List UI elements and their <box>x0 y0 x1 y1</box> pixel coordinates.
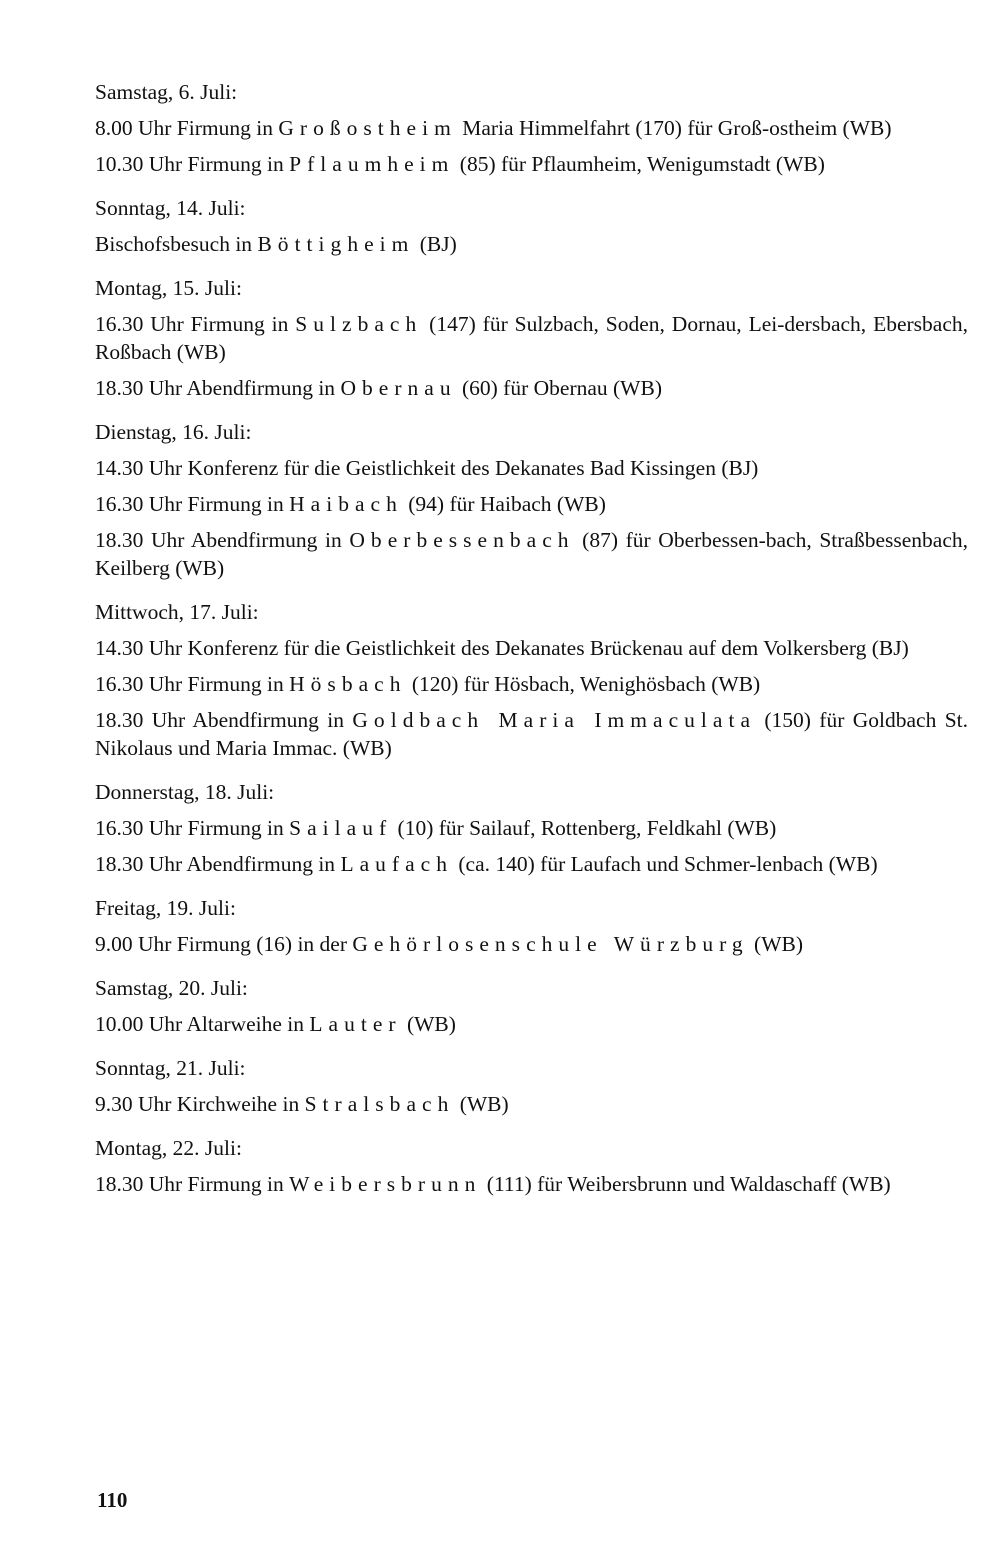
schedule-entry <box>95 814 968 842</box>
place-name: Obernau <box>340 376 457 400</box>
place-name: Großostheim <box>278 116 457 140</box>
schedule-entry <box>95 670 968 698</box>
place-name: Sailauf <box>289 816 393 840</box>
schedule-entry <box>95 1010 968 1038</box>
entry-text: (WB) <box>454 1092 509 1116</box>
schedule-entry <box>95 1170 968 1198</box>
entry-text: 9.30 Uhr Kirchweihe in <box>95 1092 305 1116</box>
schedule-entry <box>95 634 968 662</box>
day-heading: Montag, 15. Juli: <box>95 276 242 300</box>
entry-text: (94) für Haibach (WB) <box>402 492 606 516</box>
entry-text: (10) für Sailauf, Rottenberg, Feldkahl (WB) <box>392 816 777 840</box>
day-block <box>95 1054 968 1118</box>
place-name: Gehörlosenschule Würzburg <box>352 932 749 956</box>
entry-text: (147) für Sulzbach, Soden, Dornau, Lei-dersbach, Ebersbach, Roßbach (WB) <box>95 312 968 364</box>
page-number: 110 <box>97 1488 128 1512</box>
entry-text: (60) für Obernau (WB) <box>456 376 662 400</box>
day-block <box>95 78 968 178</box>
place-name: Oberbessenbach <box>349 528 575 552</box>
entry-text: 18.30 Uhr Abendfirmung in <box>95 376 341 400</box>
day-heading: Dienstag, 16. Juli: <box>95 420 252 444</box>
place-name: Haibach <box>289 492 403 516</box>
entry-text: (150) für Goldbach St. Nikolaus und Maria Immac. (WB) <box>95 708 968 760</box>
schedule-entry <box>95 150 968 178</box>
entry-text: 16.30 Uhr Firmung in <box>95 312 296 336</box>
schedule-entry <box>95 1090 968 1118</box>
day-block <box>95 418 968 582</box>
day-heading: Samstag, 20. Juli: <box>95 976 248 1000</box>
entry-text: 16.30 Uhr Firmung in <box>95 492 290 516</box>
schedule-entry <box>95 114 968 142</box>
place-name: Lauter <box>309 1012 402 1036</box>
schedule-entry <box>95 706 968 762</box>
day-heading: Donnerstag, 18. Juli: <box>95 780 275 804</box>
place-name: Weibersbrunn <box>289 1172 482 1196</box>
schedule-entry <box>95 490 968 518</box>
schedule-entry <box>95 526 968 582</box>
entry-text: Bischofsbesuch in <box>95 232 258 256</box>
schedule-entry <box>95 374 968 402</box>
day-heading: Sonntag, 21. Juli: <box>95 1056 246 1080</box>
day-heading: Samstag, 6. Juli: <box>95 80 238 104</box>
place-name: Hösbach <box>289 672 407 696</box>
entry-text: 9.00 Uhr Firmung (16) in der <box>95 932 353 956</box>
place-name: Goldbach Maria Immaculata <box>352 708 757 732</box>
place-name: Pflaumheim <box>289 152 455 176</box>
entry-text: 18.30 Uhr Firmung in <box>95 1172 290 1196</box>
day-block <box>95 1134 968 1198</box>
entry-text: 18.30 Uhr Abendfirmung in <box>95 528 350 552</box>
place-name: Laufach <box>340 852 453 876</box>
entry-text: 8.00 Uhr Firmung in <box>95 116 279 140</box>
schedule-entry <box>95 454 968 482</box>
day-heading: Montag, 22. Juli: <box>95 1136 242 1160</box>
schedule-entry <box>95 850 968 878</box>
place-name: Stralsbach <box>304 1092 455 1116</box>
entry-text: (WB) <box>401 1012 456 1036</box>
entry-text: 10.00 Uhr Altarweihe in <box>95 1012 310 1036</box>
entry-text: (WB) <box>748 932 803 956</box>
day-block <box>95 974 968 1038</box>
entry-text: (111) für Weibersbrunn und Waldaschaff (WB) <box>481 1172 891 1196</box>
schedule-entry <box>95 230 968 258</box>
entry-text: 16.30 Uhr Firmung in <box>95 672 290 696</box>
entry-text: (85) für Pflaumheim, Wenigumstadt (WB) <box>454 152 825 176</box>
place-name: Sulzbach <box>295 312 423 336</box>
entry-text: 10.30 Uhr Firmung in <box>95 152 290 176</box>
entry-text: (ca. 140) für Laufach und Schmer-lenbach (WB) <box>453 852 878 876</box>
day-heading: Freitag, 19. Juli: <box>95 896 236 920</box>
entry-text: (BJ) <box>414 232 457 256</box>
day-block <box>95 778 968 878</box>
entry-text: Maria Himmelfahrt (170) für Groß-ostheim (WB) <box>456 116 892 140</box>
schedule-page <box>95 78 968 1214</box>
entry-text: 16.30 Uhr Firmung in <box>95 816 290 840</box>
day-block <box>95 894 968 958</box>
day-heading: Mittwoch, 17. Juli: <box>95 600 259 624</box>
schedule-entry <box>95 930 968 958</box>
schedule-entry <box>95 310 968 366</box>
day-block <box>95 194 968 258</box>
entry-text: (120) für Hösbach, Wenighösbach (WB) <box>406 672 761 696</box>
entry-text: 14.30 Uhr Konferenz für die Geistlichkeit des Dekanates Bad Kissingen (BJ) <box>95 456 759 480</box>
entry-text: 14.30 Uhr Konferenz für die Geistlichkeit des Dekanates Brückenau auf dem Volkersberg (BJ) <box>95 636 909 660</box>
place-name: Böttigheim <box>257 232 415 256</box>
day-block <box>95 274 968 402</box>
day-block <box>95 598 968 762</box>
day-heading: Sonntag, 14. Juli: <box>95 196 246 220</box>
entry-text: 18.30 Uhr Abendfirmung in <box>95 852 341 876</box>
entry-text: (87) für Oberbessen-bach, Straßbessenbach, Keilberg (WB) <box>95 528 968 580</box>
entry-text: 18.30 Uhr Abendfirmung in <box>95 708 353 732</box>
